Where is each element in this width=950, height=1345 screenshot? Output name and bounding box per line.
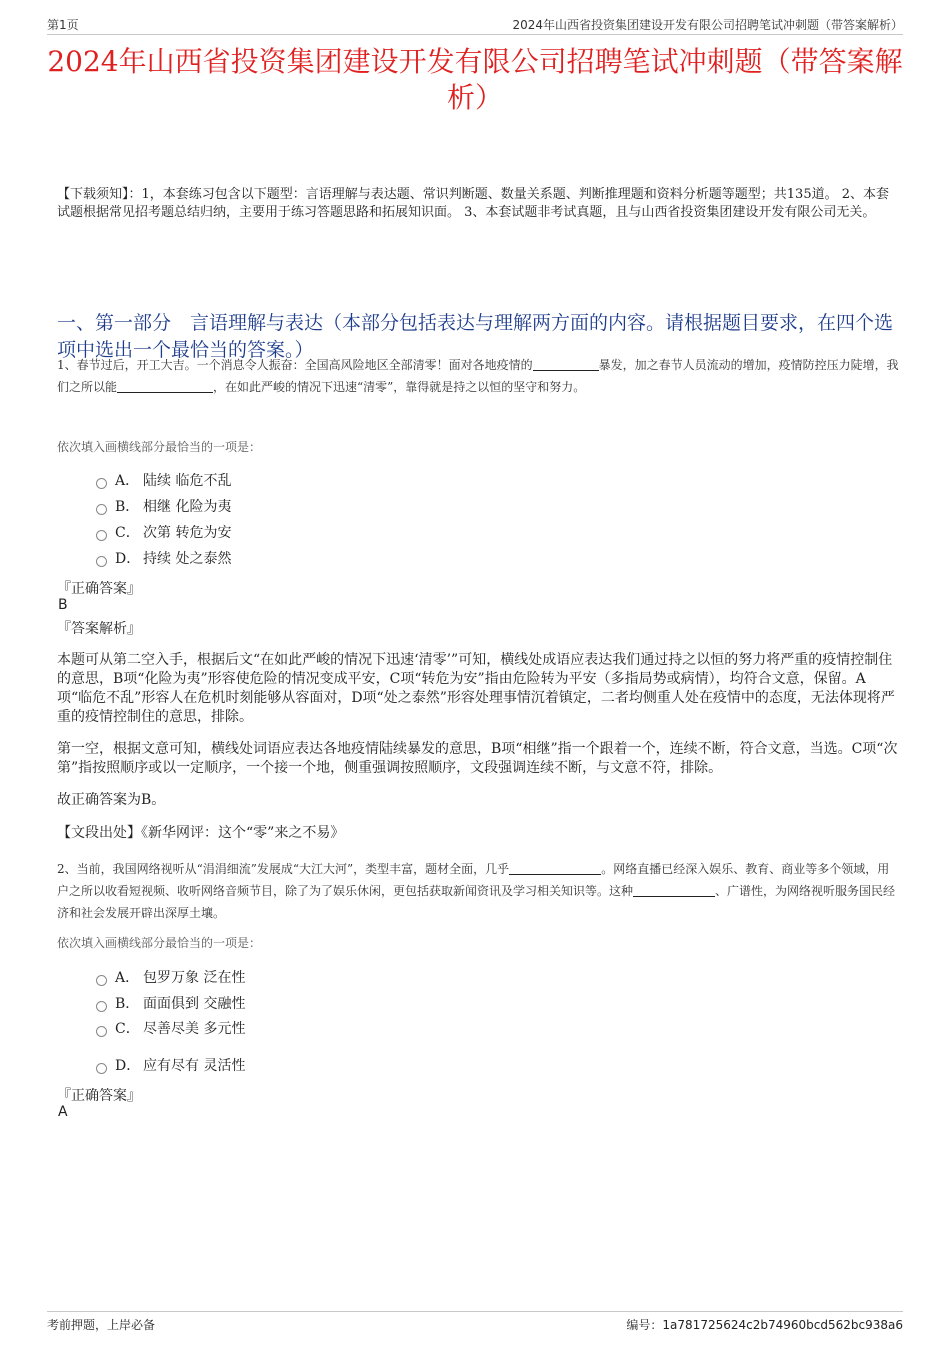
question-2-option-a[interactable] [96, 968, 245, 988]
document-title: 2024年山西省投资集团建设开发有限公司招聘笔试冲刺题（带答案解析） [47, 45, 903, 114]
analysis-source: 【文段出处】《新华网评：这个“零”来之不易》 [57, 825, 345, 841]
option-text: 尽善尽美 多元性 [143, 1021, 246, 1037]
question-1-answer: B [58, 597, 68, 613]
question-1-option-b[interactable] [96, 497, 231, 517]
option-letter: B． [115, 499, 140, 515]
radio-icon[interactable] [96, 1063, 107, 1074]
fill-blank [509, 860, 601, 875]
option-letter: B． [115, 996, 140, 1012]
option-letter: A． [115, 473, 140, 489]
radio-icon[interactable] [96, 478, 107, 489]
stem-part: ，在如此严峻的情况下迅速“清零”，靠得就是持之以恒的坚守和努力。 [213, 380, 586, 394]
stem-part: 2、当前，我国网络视听从“涓涓细流”发展成“大江大河”，类型丰富，题材全面，几乎 [57, 862, 510, 876]
fill-blank [633, 882, 715, 897]
fill-blank [117, 378, 213, 393]
option-letter: D． [115, 551, 141, 567]
radio-icon[interactable] [96, 556, 107, 567]
fill-blank [533, 356, 599, 371]
radio-icon[interactable] [96, 530, 107, 541]
analysis-paragraph: 第一空，根据文意可知，横线处词语应表达各地疫情陆续暴发的意思，B项“相继”指一个跟着一个，连续不断，符合文意，当选。C项“次第”指按照顺序或以一定顺序，一个接一个地，侧重强调按照顺序，文段强调连续不断，与文意不符，排除。 [57, 741, 898, 776]
option-letter: D． [115, 1058, 141, 1074]
option-letter: C． [115, 525, 140, 541]
page-number: 第1页 [47, 18, 79, 32]
option-text: 面面俱到 交融性 [143, 996, 246, 1012]
option-text: 相继 化险为夷 [143, 499, 232, 515]
radio-icon[interactable] [96, 1026, 107, 1037]
option-text: 次第 转危为安 [143, 525, 232, 541]
page-footer [47, 1311, 903, 1336]
stem-part: 、广谱性，为网络视听服务国民经济和社会发展开辟出深厚土壤。 [57, 884, 896, 920]
question-1-stem [57, 354, 900, 398]
option-text: 包罗万象 泛在性 [143, 970, 246, 986]
question-2-option-b[interactable] [96, 994, 245, 1014]
question-1-analysis-label: 『答案解析』 [57, 621, 141, 637]
download-notice: 【下载须知】：1，本套练习包含以下题型：言语理解与表达题、常识判断题、数量关系题、判断推理题和资料分析题等题型；共135道。 2、本套试题根据常见招考题总结归纳，主要用于练习答题思路和拓展知识面。 3、本套试题非考试真题，且与山西省投资集团建设开发有限公司无关。 [57, 187, 889, 220]
stem-part: 暴发，加之春节人员流动的增加，疫情防控压力陡增，我们之所以能 [57, 358, 899, 394]
option-text: 持续 处之泰然 [143, 551, 232, 567]
question-2-option-c[interactable] [96, 1019, 245, 1039]
question-1-option-c[interactable] [96, 523, 231, 543]
footer-code-value: 1a781725624c2b74960bcd562bc938a6 [662, 1318, 903, 1332]
section-heading: 一、第一部分 言语理解与表达（本部分包括表达与理解两方面的内容。请根据题目要求，在四个选项中选出一个最恰当的答案。） [57, 312, 894, 361]
question-2-stem [57, 858, 900, 924]
header-doc-title: 2024年山西省投资集团建设开发有限公司招聘笔试冲刺题（带答案解析） [512, 18, 903, 32]
option-text: 陆续 临危不乱 [143, 473, 232, 489]
question-2-option-d[interactable] [96, 1056, 245, 1076]
option-text: 应有尽有 灵活性 [143, 1058, 246, 1074]
stem-part: 。网络直播已经深入娱乐、教育、商业等多个领域，用户之所以收看短视频、收听网络音频节目，除了为了娱乐休闲，更包括获取新闻资讯及学习相关知识等。这种 [57, 862, 890, 898]
question-2-instruction: 依次填入画横线部分最恰当的一项是： [57, 936, 262, 950]
question-2-answer-label: 『正确答案』 [57, 1088, 141, 1104]
stem-part: 1、春节过后，开工大吉。一个消息令人振奋：全国高风险地区全部清零！面对各地疫情的 [57, 358, 533, 372]
footer-slogan: 考前押题，上岸必备 [47, 1318, 156, 1332]
question-1-answer-label: 『正确答案』 [57, 581, 141, 597]
radio-icon[interactable] [96, 504, 107, 515]
radio-icon[interactable] [96, 1001, 107, 1012]
footer-code [626, 1316, 903, 1333]
question-2-answer: A [58, 1104, 68, 1120]
footer-code-label: 编号： [626, 1318, 663, 1332]
option-letter: A． [115, 970, 140, 986]
option-letter: C． [115, 1021, 140, 1037]
page-header [47, 14, 903, 35]
analysis-conclusion: 故正确答案为B。 [57, 792, 166, 808]
question-1-option-a[interactable] [96, 471, 231, 491]
question-1-option-d[interactable] [96, 549, 231, 569]
question-1-instruction: 依次填入画横线部分最恰当的一项是： [57, 440, 262, 454]
radio-icon[interactable] [96, 975, 107, 986]
analysis-paragraph: 本题可从第二空入手，根据后文“在如此严峻的情况下迅速‘清零’”可知，横线处成语应表达我们通过持之以恒的努力将严重的疫情控制住的意思，B项“化险为夷”形容使危险的情况变成平安，C项“转危为安”指由危险转为平安（多指局势或病情），均符合文意，保留。A项“临危不乱”形容人在危机时刻能够从容面对，D项“处之泰然”形容处理事情沉着镇定，二者均侧重人处在疫情中的态度，无法体现将严重的疫情控制住的意思，排除。 [57, 652, 895, 725]
